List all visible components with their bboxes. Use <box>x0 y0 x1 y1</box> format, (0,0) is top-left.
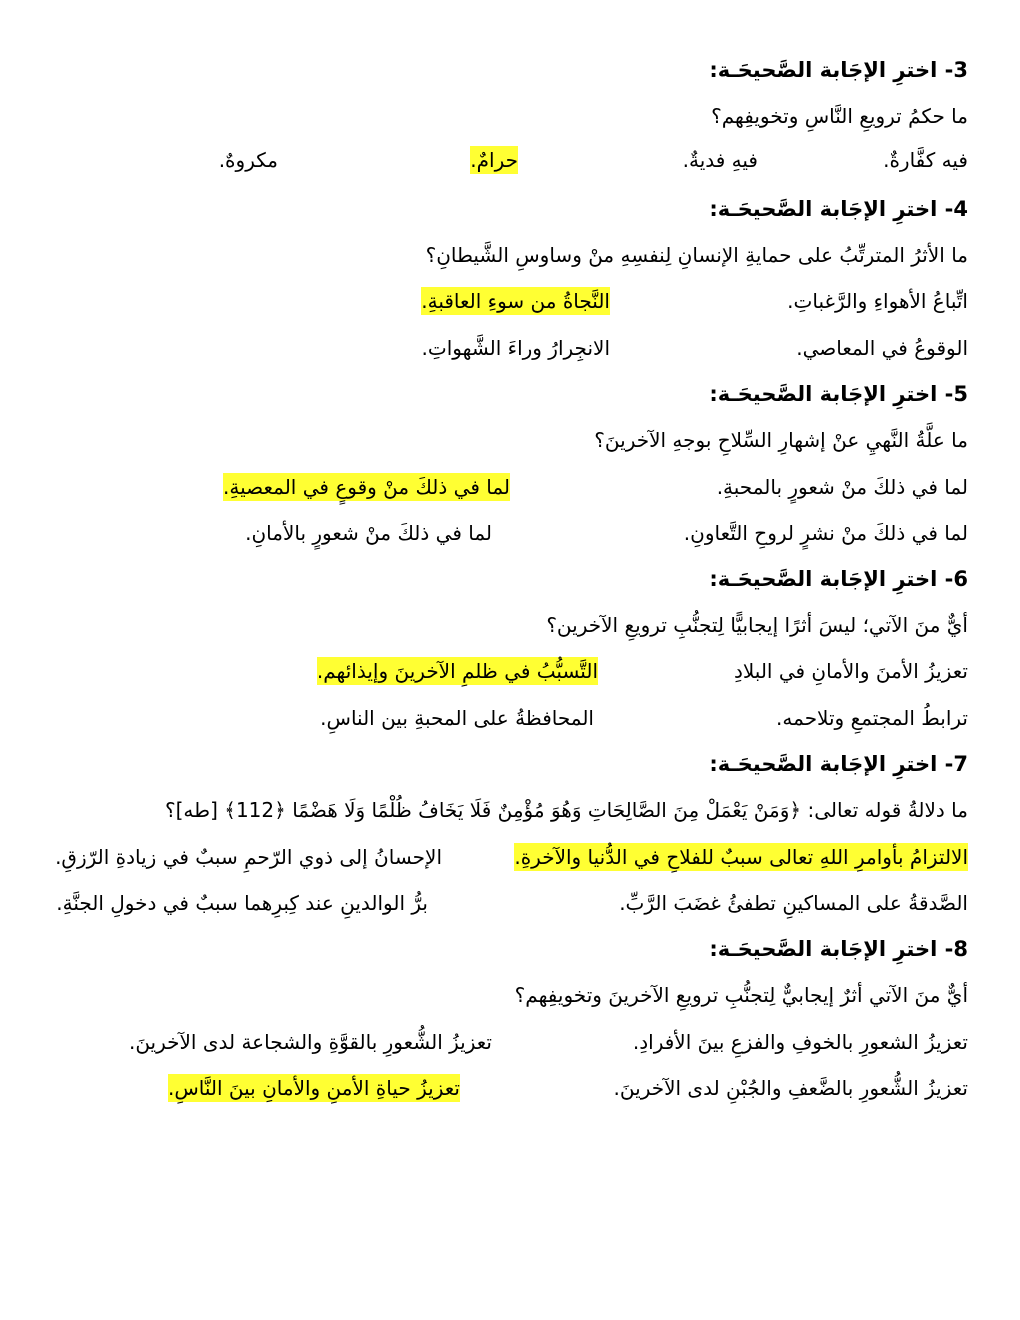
question-6-option-2-correct: التَّسبُّبُ في ظلمِ الآخرينَ وإيذائهم. <box>316 659 598 683</box>
question-7-option-2: الإحسانُ إلى ذوي الرّحمِ سببٌ في زيادةِ الرّزقِ. <box>55 845 442 869</box>
question-6-prompt: أيٌّ منَ الآتي؛ ليسَ أثرًا إيجابيًّا لِتجنُّبِ ترويعِ الآخرين؟ <box>546 613 968 637</box>
question-3-prompt: ما حكمُ ترويعِ النَّاسِ وتخويفِهم؟ <box>711 104 968 128</box>
question-6-option-1: تعزيزُ الأمنَ والأمانِ في البلادِ <box>733 659 968 683</box>
question-4-option-4: الانجِرارُ وراءَ الشَّهواتِ. <box>421 336 610 360</box>
question-5-prompt: ما علَّةُ النَّهيِ عنْ إشهارِ السِّلاحِ بوجهِ الآخرينَ؟ <box>594 428 968 452</box>
question-8-option-2: تعزيزُ الشُّعورِ بالقوَّةِ والشجاعة لدى الآخرينَ. <box>128 1030 492 1054</box>
question-3-option-4: مكروهٌ. <box>218 148 278 172</box>
question-3-option-3-correct: حرامٌ. <box>470 148 518 172</box>
question-4-prompt: ما الأثرُ المترتِّبُ على حمايةِ الإنسانِ لِنفسِهِ منْ وساوسِ الشَّيطانِ؟ <box>425 243 968 267</box>
question-5-option-2-correct: لما في ذلكَ منْ وقوعٍ في المعصيةِ. <box>223 475 510 499</box>
question-3-option-2: فيهِ فديةٌ. <box>682 148 758 172</box>
question-4-option-1: اتِّباعُ الأهواءِ والرَّغباتِ. <box>787 289 968 313</box>
question-8-prompt: أيٌّ منَ الآتي أثرٌ إيجابيٌّ لِتجنُّبِ ترويعِ الآخرينَ وتخويفِهم؟ <box>514 983 968 1007</box>
question-4-option-3: الوقوعُ في المعاصي. <box>796 336 968 360</box>
question-7-option-1-correct: الالتزامُ بأوامرِ اللهِ تعالى سببٌ للفلاحِ في الدُّنيا والآخرةِ. <box>514 845 968 869</box>
question-6-heading: 6- اخترِ الإجَابة الصَّحيحَـة: <box>709 567 968 591</box>
question-8-option-3: تعزيزُ الشُّعورِ بالضَّعفِ والجُبْنِ لدى الآخرينَ. <box>613 1076 968 1100</box>
question-7-option-4: برُّ الوالدينِ عند كِبرِهما سببٌ في دخولِ الجنَّةِ. <box>56 891 428 915</box>
question-5-option-1: لما في ذلكَ منْ شعورٍ بالمحبةِ. <box>716 475 968 499</box>
question-6-option-4: المحافظةُ على المحبةِ بين الناسِ. <box>320 706 594 730</box>
question-7-option-3: الصَّدقةُ على المساكينِ تطفئُ غضَبَ الرَّبِّ. <box>619 891 968 915</box>
question-5-option-4: لما في ذلكَ منْ شعورٍ بالأمانِ. <box>245 521 492 545</box>
question-3-heading: 3- اخترِ الإجَابة الصَّحيحَـة: <box>709 58 968 82</box>
question-8-option-4-correct: تعزيزُ حياةِ الأمنِ والأمانِ بينَ النَّاسِ. <box>167 1076 460 1100</box>
question-8-option-1: تعزيزُ الشعورِ بالخوفِ والفزعِ بينَ الأفرادِ. <box>632 1030 968 1054</box>
question-3-option-1: فيه كفَّارةٌ. <box>883 148 968 172</box>
question-4-option-2-correct: النَّجاةُ من سوءِ العاقبةِ. <box>421 289 610 313</box>
question-6-option-3: ترابطُ المجتمعِ وتلاحمه. <box>776 706 968 730</box>
question-8-heading: 8- اخترِ الإجَابة الصَّحيحَـة: <box>709 937 968 961</box>
question-5-option-3: لما في ذلكَ منْ نشرٍ لروحِ التَّعاونِ. <box>683 521 968 545</box>
question-7-heading: 7- اخترِ الإجَابة الصَّحيحَـة: <box>709 752 968 776</box>
question-5-heading: 5- اخترِ الإجَابة الصَّحيحَـة: <box>709 382 968 406</box>
question-7-prompt: ما دلالةُ قوله تعالى: ﴿وَمَنْ يَعْمَلْ مِنَ الصَّالِحَاتِ وَهُوَ مُؤْمِنٌ فَلَا يَخَافُ ظُلْمًا وَلَا هَضْمًا ﴿112﴾ [طه]؟ <box>165 798 968 822</box>
question-4-heading: 4- اخترِ الإجَابة الصَّحيحَـة: <box>709 197 968 221</box>
